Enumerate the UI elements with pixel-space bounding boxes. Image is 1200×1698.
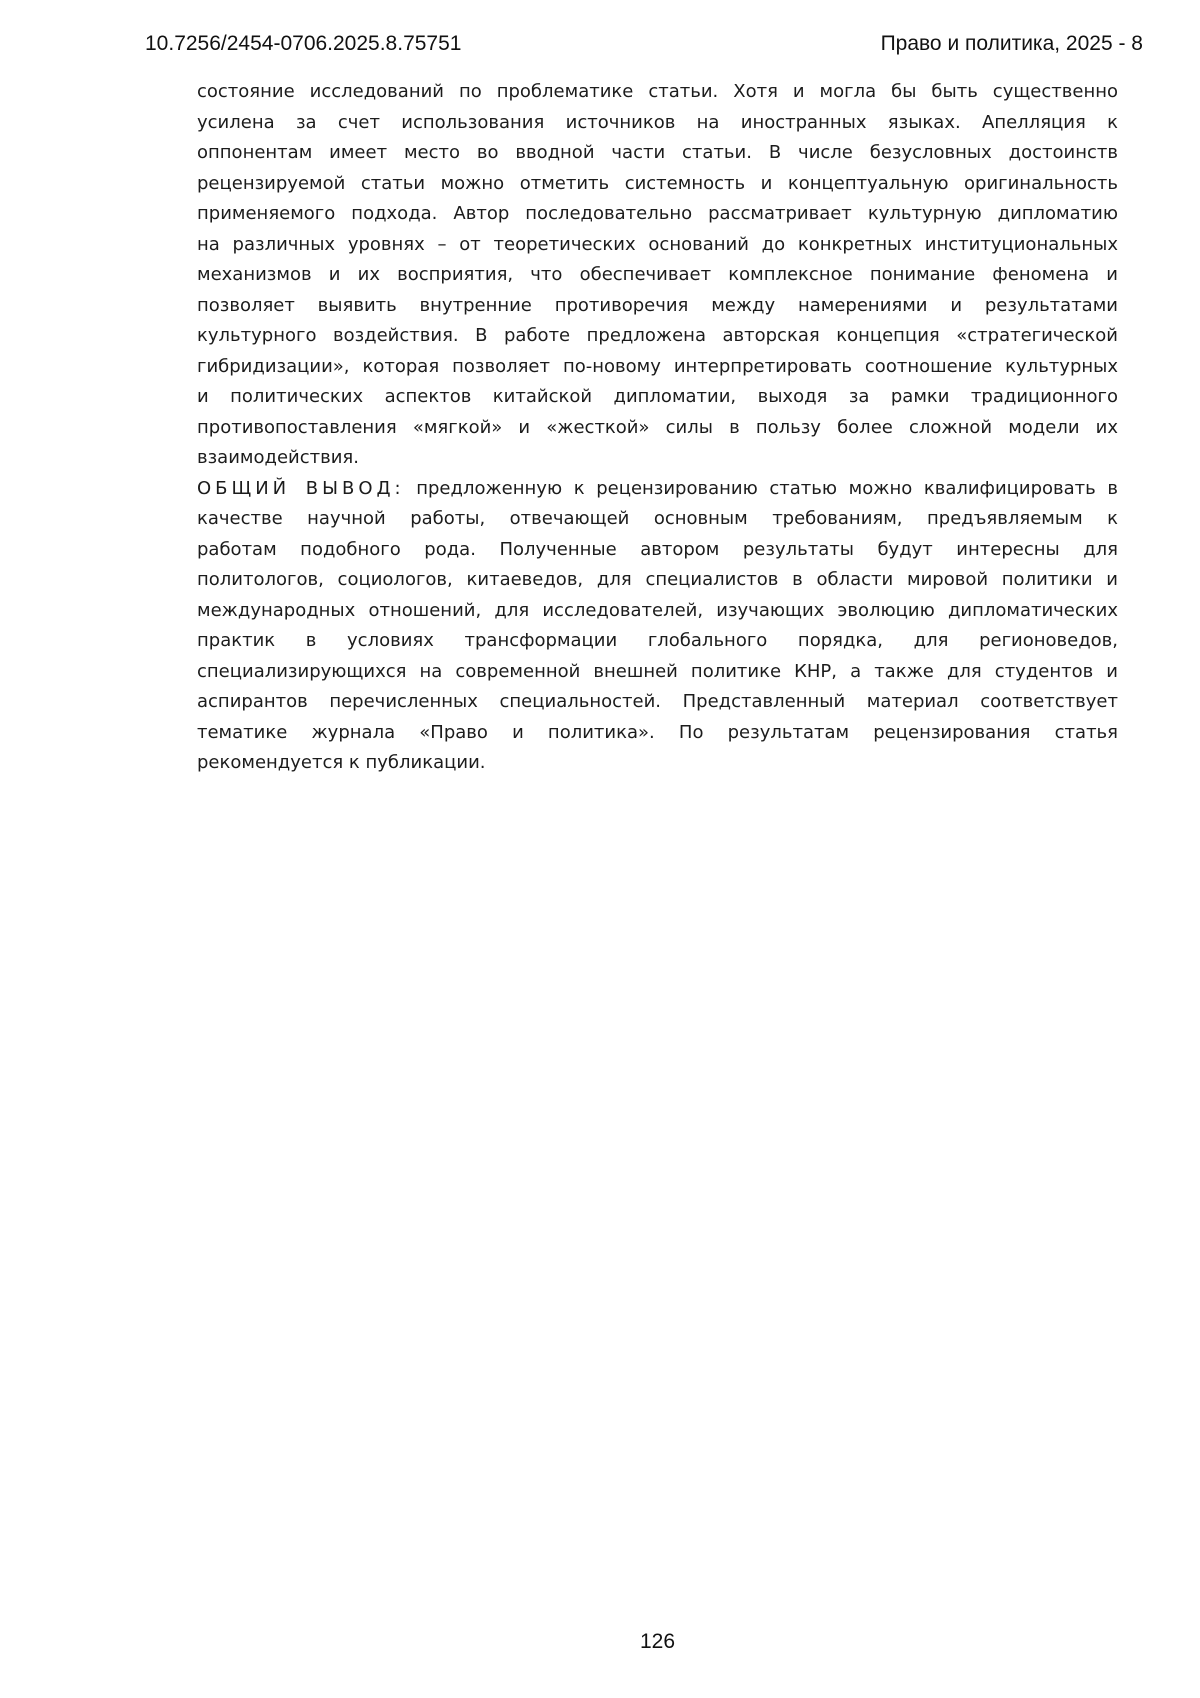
text-line: противопоставления «мягкой» и «жесткой» силы в пользу более сложной модели их xyxy=(197,416,1118,438)
page-number: 126 xyxy=(639,1630,676,1653)
paragraph-general-conclusion xyxy=(197,474,1118,779)
page-footer xyxy=(197,1630,1118,1654)
paragraph-review-merits xyxy=(197,77,1118,474)
text-line: специализирующихся на современной внешней политике КНР, а также для студентов и xyxy=(197,660,1118,682)
text-line: состояние исследований по проблематике статьи. Хотя и могла бы быть существенно xyxy=(197,81,1118,102)
text-line: практик в условиях трансформации глобального порядка, для регионоведов, xyxy=(197,630,1118,651)
text-line: усилена за счет использования источников на иностранных языках. Апелляция к xyxy=(197,111,1118,133)
text-line: и политических аспектов китайской дипломатии, выходя за рамки традиционного xyxy=(197,386,1118,407)
doi-number: 10.7256/2454-0706.2025.8.75751 xyxy=(145,32,462,55)
text-line: взаимодействия. xyxy=(197,447,359,468)
page-header xyxy=(145,32,1143,56)
review-text xyxy=(197,77,1118,779)
text-line: рецензируемой статьи можно отметить системность и концептуальную оригинальность xyxy=(197,172,1118,194)
text-line: механизмов и их восприятия, что обеспечивает комплексное понимание феномена и xyxy=(197,264,1118,285)
journal-title: Право и политика, 2025 - 8 xyxy=(880,32,1143,55)
text-line: качестве научной работы, отвечающей основным требованиям, предъявляемым к xyxy=(197,508,1118,529)
text-line: применяемого подхода. Автор последовательно рассматривает культурную дипломатию xyxy=(197,203,1118,224)
text-line: ОБЩИЙ ВЫВОД: предложенную к рецензированию статью можно квалифицировать в xyxy=(197,477,1118,499)
text-line: аспирантов перечисленных специальностей. Представленный материал соответствует xyxy=(197,691,1118,712)
general-conclusion-label: ОБЩИЙ ВЫВОД: xyxy=(197,477,405,499)
text-line: тематике журнала «Право и политика». По результатам рецензирования статья xyxy=(197,721,1118,743)
text-line: политологов, социологов, китаеведов, для специалистов в области мировой политики и xyxy=(197,569,1118,590)
text-line: культурного воздействия. В работе предложена авторская концепция «стратегической xyxy=(197,325,1118,346)
text-line: оппонентам имеет место во вводной части статьи. В числе безусловных достоинств xyxy=(197,142,1118,163)
text-line: гибридизации», которая позволяет по-новому интерпретировать соотношение культурных xyxy=(197,355,1118,377)
text-line: позволяет выявить внутренние противоречия между намерениями и результатами xyxy=(197,294,1118,316)
text-line: на различных уровнях – от теоретических оснований до конкретных институциональных xyxy=(197,233,1118,255)
text-line: работам подобного рода. Полученные автором результаты будут интересны для xyxy=(197,538,1118,560)
text-line: рекомендуется к публикации. xyxy=(197,752,486,773)
text-line: международных отношений, для исследователей, изучающих эволюцию дипломатических xyxy=(197,599,1118,621)
